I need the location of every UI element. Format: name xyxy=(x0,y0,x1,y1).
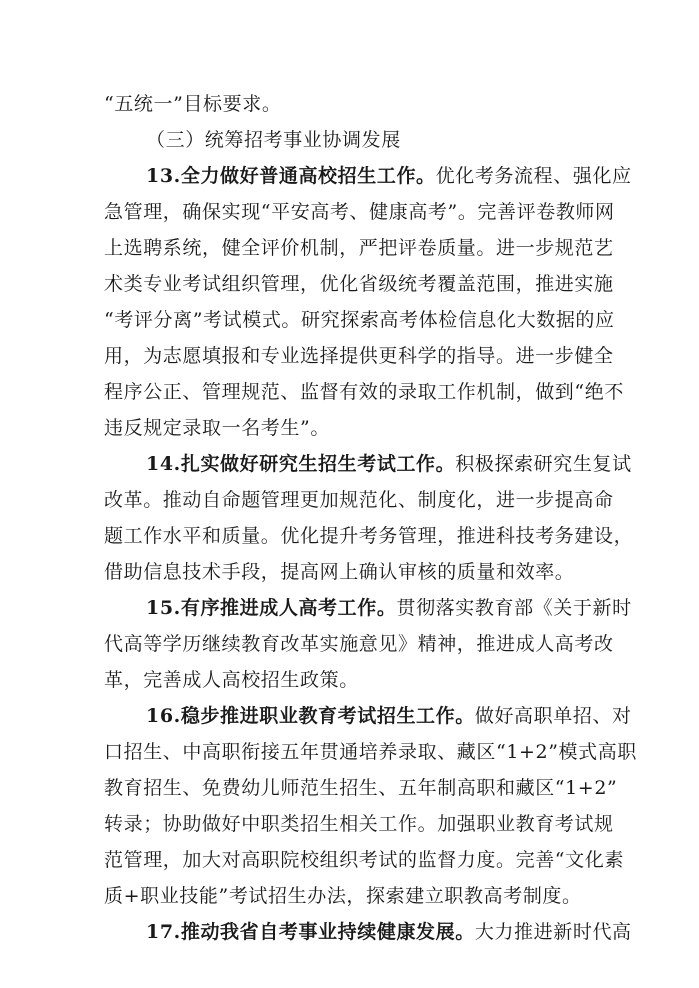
paragraph-16-heading: 16.稳步推进职业教育考试招生工作。做好高职单招、对 xyxy=(146,705,632,727)
paragraph-17-heading: 17.推动我省自考事业持续健康发展。大力推进新时代高 xyxy=(146,921,632,943)
text-line: 上选聘系统，健全评价机制，严把评卷质量。进一步规范艺 xyxy=(104,237,614,259)
paragraph-13-heading: 13.全力做好普通高校招生工作。优化考务流程、强化应 xyxy=(146,165,632,187)
text-line: 急管理，确保实现“平安高考、健康高考”。完善评卷教师网 xyxy=(104,201,615,223)
text-line: 改革。推动自命题管理更加规范化、制度化，进一步提高命 xyxy=(104,489,614,511)
text-line: 教育招生、免费幼儿师范生招生、五年制高职和藏区“1+2” xyxy=(104,777,618,799)
text-line: 范管理，加大对高职院校组织考试的监督力度。完善“文化素 xyxy=(104,849,624,871)
text-line: 术类专业考试组织管理，优化省级统考覆盖范围，推进实施 xyxy=(104,273,614,295)
text-line: “考评分离”考试模式。研究探索高考体检信息化大数据的应 xyxy=(104,309,615,331)
text-line: 借助信息技术手段，提高网上确认审核的质量和效率。 xyxy=(104,561,575,583)
text-line: “五统一”目标要求。 xyxy=(104,93,282,115)
text-line: 题工作水平和质量。优化提升考务管理，推进科技考务建设， xyxy=(104,525,634,547)
text-line: 代高等学历继续教育改革实施意见》精神，推进成人高考改 xyxy=(104,633,614,655)
paragraph-15-heading: 15.有序推进成人高考工作。贯彻落实教育部《关于新时 xyxy=(146,597,632,619)
text-line: 用，为志愿填报和专业选择提供更科学的指导。进一步健全 xyxy=(104,345,614,367)
paragraph-14-heading: 14.扎实做好研究生招生考试工作。积极探索研究生复试 xyxy=(146,453,632,475)
text-line: 程序公正、管理规范、监督有效的录取工作机制，做到“绝不 xyxy=(104,381,624,403)
text-line: 违反规定录取一名考生”。 xyxy=(104,417,330,439)
text-line: 革，完善成人高校招生政策。 xyxy=(104,669,359,691)
text-line: 质+职业技能”考试招生办法，探索建立职教高考制度。 xyxy=(104,885,582,907)
text-line: 转录；协助做好中职类招生相关工作。加强职业教育考试规 xyxy=(104,813,614,835)
text-line: 口招生、中高职衔接五年贯通培养录取、藏区“1+2”模式高职 xyxy=(104,741,637,763)
section-heading: （三）统筹招考事业协调发展 xyxy=(146,129,401,151)
